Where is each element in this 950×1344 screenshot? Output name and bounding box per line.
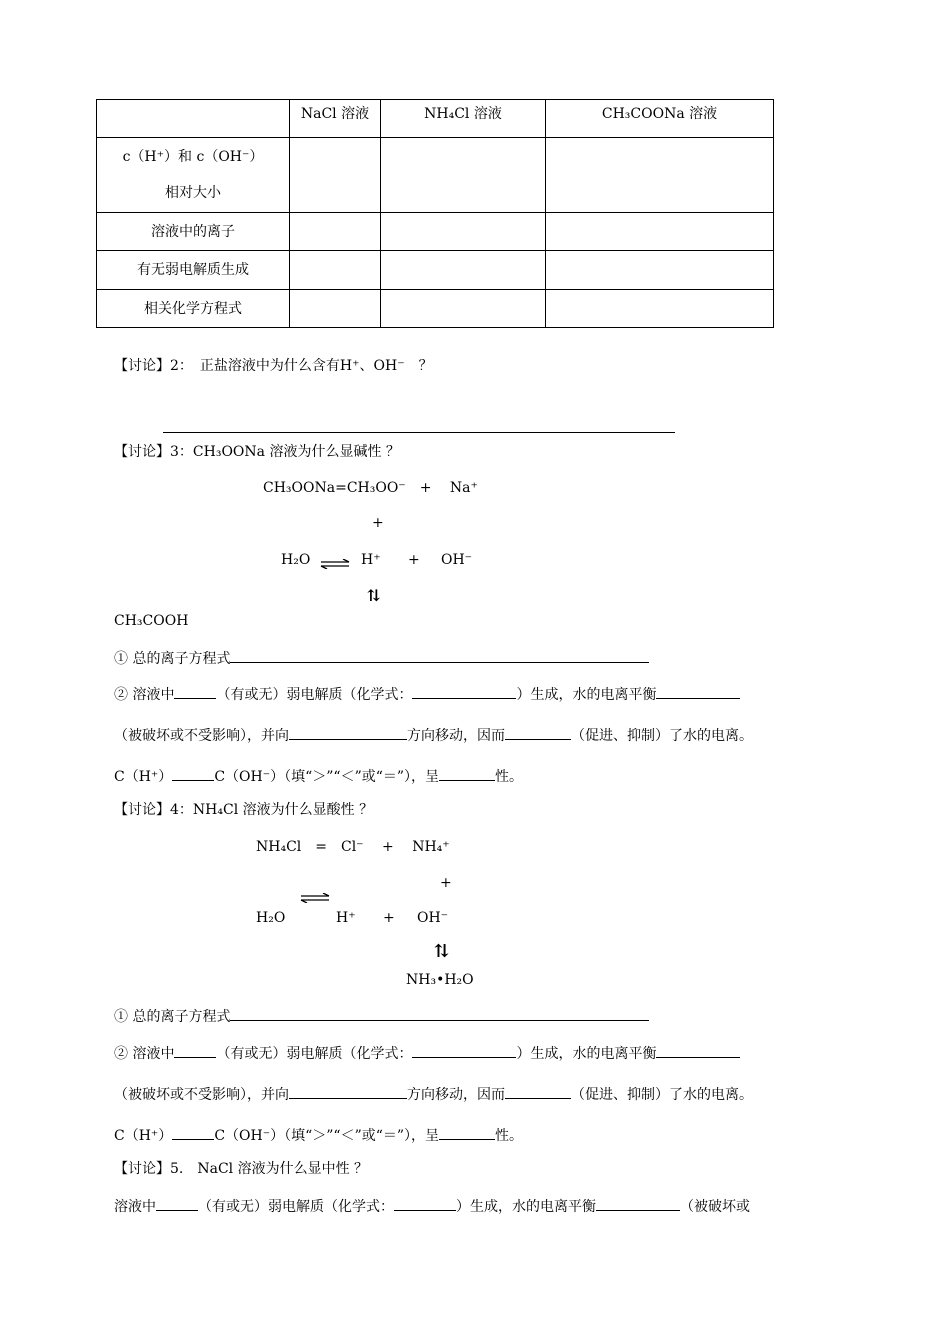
d3-water: H₂O xyxy=(281,552,311,568)
d4-water: H₂O xyxy=(256,910,286,926)
d4-q3-text: （被破坏或不受影响），并向 xyxy=(114,1087,289,1103)
d3-q1-label: ① 总的离子方程式 xyxy=(114,651,231,667)
table-cell[interactable] xyxy=(381,251,546,290)
d3-q4-text: C（H⁺） xyxy=(114,769,173,785)
equilibrium-arrow-icon xyxy=(300,893,330,903)
d3-nature-blank[interactable] xyxy=(439,766,495,781)
d4-q4-text: C（OH⁻）（填“＞”“＜”或“＝”），呈 xyxy=(214,1128,440,1144)
d4-q2 xyxy=(114,1043,740,1063)
d3-q4 xyxy=(114,766,523,786)
table-header-ch3coona: CH₃COONa 溶液 xyxy=(546,100,774,138)
table-cell[interactable] xyxy=(290,213,381,251)
d4-hydrogen-ion: H⁺ xyxy=(336,910,356,926)
d3-q2-text: ② 溶液中 xyxy=(114,687,175,703)
row-label-concentration xyxy=(97,138,290,213)
table-cell[interactable] xyxy=(381,138,546,213)
d4-q3-text: 方向移动，因而 xyxy=(407,1087,505,1103)
d4-formula-blank[interactable] xyxy=(412,1043,516,1058)
d4-q4 xyxy=(114,1125,523,1145)
row-label-line2: 相对大小 xyxy=(165,185,221,201)
table-cell[interactable] xyxy=(290,290,381,328)
d3-q4-text: 性。 xyxy=(495,769,524,785)
d4-q1 xyxy=(114,1006,649,1026)
d5-q1-text: ）生成，水的电离平衡 xyxy=(456,1199,596,1215)
table-row xyxy=(97,138,774,213)
d4-q4-text: 性。 xyxy=(495,1128,524,1144)
d4-q2-text: （有或无）弱电解质（化学式： xyxy=(216,1046,413,1062)
d5-q1-text: （被破坏或 xyxy=(680,1199,750,1215)
d3-ionic-equation-blank[interactable] xyxy=(230,648,649,663)
table-row xyxy=(97,290,774,328)
d4-q1-label: ① 总的离子方程式 xyxy=(114,1009,231,1025)
table-cell[interactable] xyxy=(290,138,381,213)
row-label-line1: c（H⁺）和 c（OH⁻） xyxy=(122,149,264,165)
d4-equilibrium-blank[interactable] xyxy=(656,1043,740,1058)
d5-q1 xyxy=(114,1196,750,1216)
discussion-4-title: 【讨论】4：NH₄Cl 溶液为什么显酸性 ？ xyxy=(114,802,374,818)
table-cell[interactable] xyxy=(381,290,546,328)
table-header-corner xyxy=(97,100,290,138)
table-cell[interactable] xyxy=(546,290,774,328)
d3-q2-text: ）生成，水的电离平衡 xyxy=(516,687,657,703)
d3-plus-sign: + xyxy=(372,515,384,531)
d5-has-weak-blank[interactable] xyxy=(156,1196,198,1211)
d4-effect-blank[interactable] xyxy=(505,1084,571,1099)
d4-direction-blank[interactable] xyxy=(289,1084,407,1099)
d3-q1 xyxy=(114,648,649,668)
d4-hydroxide-ion: OH⁻ xyxy=(417,910,449,926)
table-header-row xyxy=(97,100,774,138)
table-header-nh4cl: NH₄Cl 溶液 xyxy=(381,100,546,138)
d3-q3 xyxy=(114,725,753,745)
discussion-2-answer-line[interactable] xyxy=(163,432,675,433)
d4-plus-sign-2: + xyxy=(383,910,395,926)
equilibrium-arrow-icon xyxy=(320,559,350,569)
d3-hydrogen-ion: H⁺ xyxy=(361,552,381,568)
d3-hydroxide-ion: OH⁻ xyxy=(441,552,473,568)
d3-q2 xyxy=(114,684,740,704)
d4-product: NH₃•H₂O xyxy=(406,972,474,988)
d5-q1-text: （有或无）弱电解质（化学式： xyxy=(198,1199,394,1215)
discussion-3-title: 【讨论】3：CH₃OONa 溶液为什么显碱性 ？ xyxy=(114,444,400,460)
table-cell[interactable] xyxy=(290,251,381,290)
reversible-arrows-icon: ⇅ xyxy=(367,586,381,605)
d3-q4-text: C（OH⁻）（填“＞”“＜”或“＝”），呈 xyxy=(214,769,440,785)
table-cell[interactable] xyxy=(546,213,774,251)
table-row xyxy=(97,213,774,251)
table-row xyxy=(97,251,774,290)
d4-q2-text: ② 溶液中 xyxy=(114,1046,175,1062)
d3-has-weak-blank[interactable] xyxy=(174,684,216,699)
d5-q1-text: 溶液中 xyxy=(114,1199,156,1215)
discussion-2-question: 【讨论】2： 正盐溶液中为什么含有H⁺、OH⁻ ？ xyxy=(114,358,433,374)
d5-formula-blank[interactable] xyxy=(394,1196,456,1211)
discussion-5-title: 【讨论】5. NaCl 溶液为什么显中性 ？ xyxy=(114,1161,369,1177)
d3-q3-text: 方向移动，因而 xyxy=(407,728,505,744)
reversible-arrows-icon: ⇅ xyxy=(434,941,450,962)
comparison-table xyxy=(96,99,774,328)
d3-plus-sign-2: + xyxy=(408,552,420,568)
d4-ionic-equation-blank[interactable] xyxy=(230,1006,649,1021)
d3-formula-blank[interactable] xyxy=(412,684,516,699)
table-cell[interactable] xyxy=(546,251,774,290)
d3-dissociation-equation: CH₃OONa=CH₃OO⁻ + Na⁺ xyxy=(263,480,478,496)
d3-equilibrium-blank[interactable] xyxy=(656,684,740,699)
d4-nature-blank[interactable] xyxy=(439,1125,495,1140)
d3-q3-text: （促进、抑制）了水的电离。 xyxy=(571,728,753,744)
d4-q3 xyxy=(114,1084,753,1104)
d5-equilibrium-blank[interactable] xyxy=(596,1196,680,1211)
row-label-ions: 溶液中的离子 xyxy=(97,213,290,251)
d4-plus-sign: + xyxy=(440,875,452,891)
d3-product: CH₃COOH xyxy=(114,613,189,629)
d4-q2-text: ）生成，水的电离平衡 xyxy=(516,1046,657,1062)
row-label-equations: 相关化学方程式 xyxy=(97,290,290,328)
table-cell[interactable] xyxy=(381,213,546,251)
d3-direction-blank[interactable] xyxy=(289,725,407,740)
d4-has-weak-blank[interactable] xyxy=(174,1043,216,1058)
d3-q3-text: （被破坏或不受影响），并向 xyxy=(114,728,289,744)
d4-compare-blank[interactable] xyxy=(172,1125,214,1140)
table-header-nacl: NaCl 溶液 xyxy=(290,100,381,138)
d3-compare-blank[interactable] xyxy=(172,766,214,781)
d4-q3-text: （促进、抑制）了水的电离。 xyxy=(571,1087,753,1103)
table-cell[interactable] xyxy=(546,138,774,213)
row-label-weak-electrolyte: 有无弱电解质生成 xyxy=(97,251,290,290)
d4-q4-text: C（H⁺） xyxy=(114,1128,173,1144)
d4-dissociation-equation: NH₄Cl = Cl⁻ + NH₄⁺ xyxy=(256,839,450,855)
d3-effect-blank[interactable] xyxy=(505,725,571,740)
d3-q2-text: （有或无）弱电解质（化学式： xyxy=(216,687,413,703)
